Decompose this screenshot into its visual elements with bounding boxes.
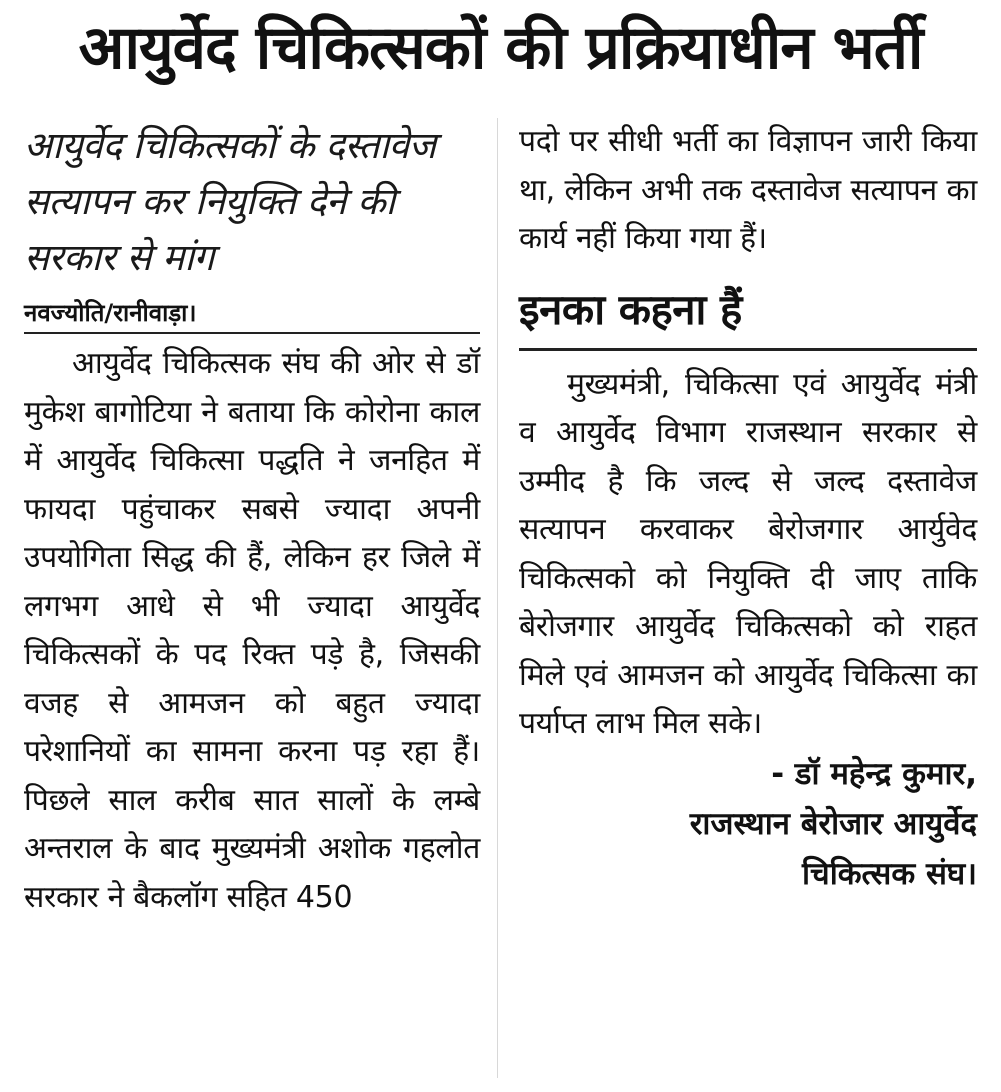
article-headline: आयुर्वेद चिकित्सकों की प्रक्रियाधीन भर्ती xyxy=(78,13,923,83)
quote-text: मुख्यमंत्री, चिकित्सा एवं आयुर्वेद मंत्री व आयुर्वेद विभाग राजस्थान सरकार से उम्मीद है कि जल्द से जल्द दस्तावेज सत्यापन करवाकर बेरोजगार आर्युवेद चिकित्सको को नियुक्ति दी जाए ताकि बेरोजगार आयुर्वेद चिकित्सको को राहत मिले एवं आमजन को आयुर्वेद चिकित्सा का पर्याप्त लाभ मिल सके। xyxy=(519,366,977,741)
quote-attribution xyxy=(519,749,977,899)
left-column xyxy=(24,118,480,922)
article-body-continued: पदो पर सीधी भर्ती का विज्ञापन जारी किया था, लेकिन अभी तक दस्तावेज सत्यापन का कार्य नहीं किया गया हैं। xyxy=(519,124,977,256)
section-subhead: इनका कहना हैं xyxy=(519,282,977,351)
right-column xyxy=(519,118,977,899)
column-divider xyxy=(497,118,498,1078)
article-body: आयुर्वेद चिकित्सक संघ की ओर से डॉ मुकेश बागोटिया ने बताया कि कोरोना काल में आयुर्वेद चिकित्सा पद्धति ने जनहित में फायदा पहुंचाकर सबसे ज्यादा अपनी उपयोगिता सिद्ध की हैं, लेकिन हर जिले में लगभग आधे से भी ज्यादा आयुर्वेद चिकित्सकों के पद रिक्त पड़े है, जिसकी वजह से आमजन को बहुत ज्यादा परेशानियों का सामना करना पड़ रहा हैं। पिछले साल करीब सात सालों के लम्बे अन्तराल के बाद मुख्यमंत्री अशोक गहलोत सरकार ने बैकलॉग सहित 450 xyxy=(24,346,480,915)
attribution-organization-cont: चिकित्सक संघ। xyxy=(802,855,977,892)
dateline: नवज्योति/रानीवाड़ा। xyxy=(24,298,480,334)
article-deck: आयुर्वेद चिकित्सकों के दस्तावेज सत्यापन कर नियुक्ति देने की सरकार से मांग xyxy=(24,124,436,279)
attribution-organization: राजस्थान बेरोजार आयुर्वेद xyxy=(689,805,977,842)
attribution-name: - डॉ महेन्द्र कुमार, xyxy=(771,755,977,792)
